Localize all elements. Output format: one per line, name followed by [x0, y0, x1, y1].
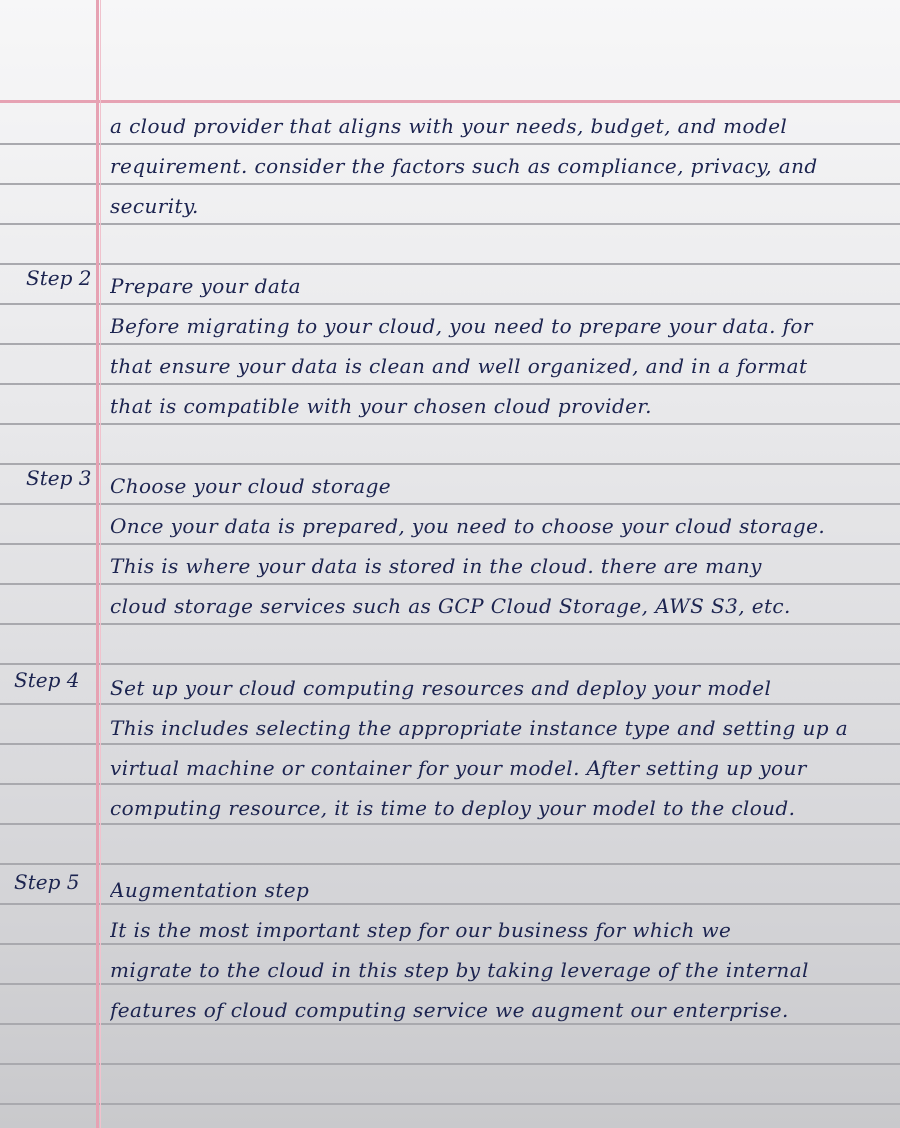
- intro-line-1: a cloud provider that aligns with your needs, budget, and model: [110, 114, 788, 138]
- ruled-line: [0, 263, 900, 265]
- step-5-line-3: features of cloud computing service we augment our enterprise.: [110, 998, 789, 1022]
- ruled-line: [0, 1063, 900, 1065]
- step-5-label: Step 5: [14, 870, 80, 894]
- step-4-line-2: virtual machine or container for your model. After setting up your: [110, 756, 807, 780]
- step-3-title: Choose your cloud storage: [110, 474, 392, 498]
- intro-line-2: requirement. consider the factors such as compliance, privacy, and: [110, 154, 818, 178]
- margin-line-shadow: [100, 0, 101, 1128]
- step-3-line-2: This is where your data is stored in the cloud. there are many: [110, 554, 762, 578]
- step-2-line-1: Before migrating to your cloud, you need to prepare your data. for: [110, 314, 813, 338]
- ruled-line: [0, 663, 900, 665]
- step-3-line-1: Once your data is prepared, you need to choose your cloud storage.: [110, 514, 826, 538]
- margin-line: [96, 0, 99, 1128]
- ruled-line: [0, 863, 900, 865]
- step-5-line-2: migrate to the cloud in this step by taking leverage of the internal: [110, 958, 809, 982]
- step-3-line-3: cloud storage services such as GCP Cloud Storage, AWS S3, etc.: [110, 594, 791, 618]
- step-5-line-1: It is the most important step for our business for which we: [110, 918, 732, 942]
- step-2-line-3: that is compatible with your chosen cloud provider.: [110, 394, 652, 418]
- step-4-line-1: This includes selecting the appropriate instance type and setting up a: [110, 716, 849, 740]
- step-2-label: Step 2: [26, 266, 92, 290]
- step-2-line-2: that ensure your data is clean and well organized, and in a format: [110, 354, 808, 378]
- step-5-title: Augmentation step: [110, 878, 310, 902]
- header-rule: [0, 100, 900, 103]
- step-3-label: Step 3: [26, 466, 92, 490]
- intro-line-3: security.: [110, 194, 199, 218]
- step-4-label: Step 4: [14, 668, 80, 692]
- step-4-line-3: computing resource, it is time to deploy your model to the cloud.: [110, 796, 796, 820]
- step-4-title: Set up your cloud computing resources and deploy your model: [110, 676, 772, 700]
- ruled-line: [0, 463, 900, 465]
- step-2-title: Prepare your data: [110, 274, 301, 298]
- ruled-line: [0, 1103, 900, 1105]
